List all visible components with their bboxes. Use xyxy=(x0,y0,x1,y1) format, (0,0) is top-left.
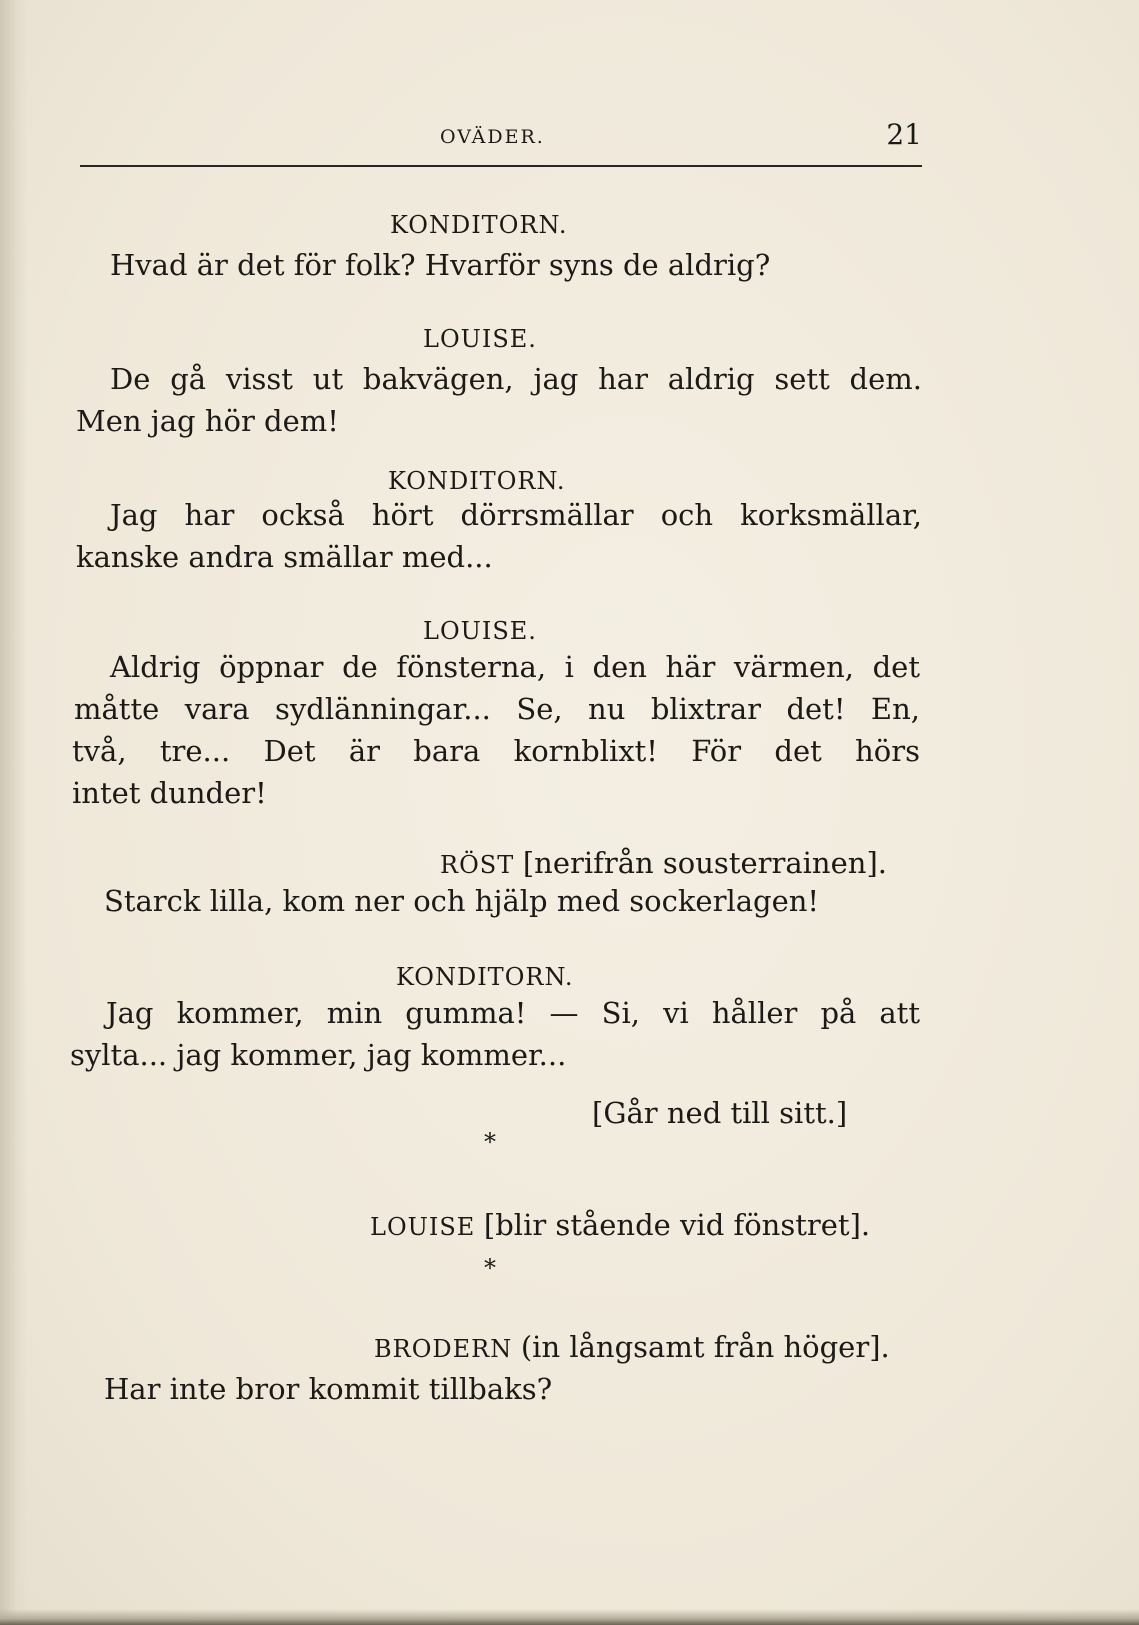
text-line: Aldrig öppnar de fönsterna, i den här värmen, det xyxy=(110,650,920,684)
speaker-louise xyxy=(370,1208,870,1244)
speaker-name: LOUISE xyxy=(370,1213,476,1241)
page-bottom-edge xyxy=(0,1609,1139,1625)
section-star: * xyxy=(484,1128,496,1156)
text-line: Jag har också hört dörrsmällar och korksmällar, xyxy=(110,498,922,532)
text-line: Men jag hör dem! xyxy=(76,404,339,438)
text-line: intet dunder! xyxy=(72,776,267,810)
header-rule xyxy=(80,165,922,167)
section-star: * xyxy=(484,1254,496,1282)
text-line: Jag kommer, min gumma! — Si, vi håller på att xyxy=(106,996,920,1030)
speaker-louise: LOUISE. xyxy=(423,325,537,353)
speaker-konditorn: KONDITORN. xyxy=(396,963,574,991)
page-number: 21 xyxy=(886,118,922,151)
stage-direction: (in långsamt från höger]. xyxy=(520,1330,890,1364)
page-header xyxy=(80,118,922,158)
text-line: måtte vara sydlänningar... Se, nu blixtrar det! En, xyxy=(74,692,920,726)
speaker-brodern xyxy=(374,1330,890,1366)
stage-direction: [nerifrån sousterrainen]. xyxy=(522,846,887,880)
text-line: Har inte bror kommit tillbaks? xyxy=(104,1372,553,1406)
text-line: De gå visst ut bakvägen, jag har aldrig sett dem. xyxy=(110,362,922,396)
text-line: sylta... jag kommer, jag kommer... xyxy=(70,1038,567,1072)
speaker-name: RÖST xyxy=(440,851,515,879)
speaker-konditorn: KONDITORN. xyxy=(390,211,568,239)
speaker-konditorn: KONDITORN. xyxy=(388,467,566,495)
text-line: Hvad är det för folk? Hvarför syns de aldrig? xyxy=(110,248,771,282)
speaker-louise: LOUISE. xyxy=(423,617,537,645)
text-line: två, tre... Det är bara kornblixt! För det hörs xyxy=(72,734,920,768)
speaker-name: BRODERN xyxy=(374,1335,513,1363)
stage-direction: [Går ned till sitt.] xyxy=(592,1096,848,1130)
text-line: Starck lilla, kom ner och hjälp med sockerlagen! xyxy=(104,884,820,918)
spine-shadow xyxy=(0,0,28,1625)
running-title: OVÄDER. xyxy=(440,126,545,148)
speaker-rost xyxy=(440,846,887,882)
text-line: kanske andra smällar med... xyxy=(76,540,493,574)
stage-direction: [blir stående vid fönstret]. xyxy=(483,1208,871,1242)
